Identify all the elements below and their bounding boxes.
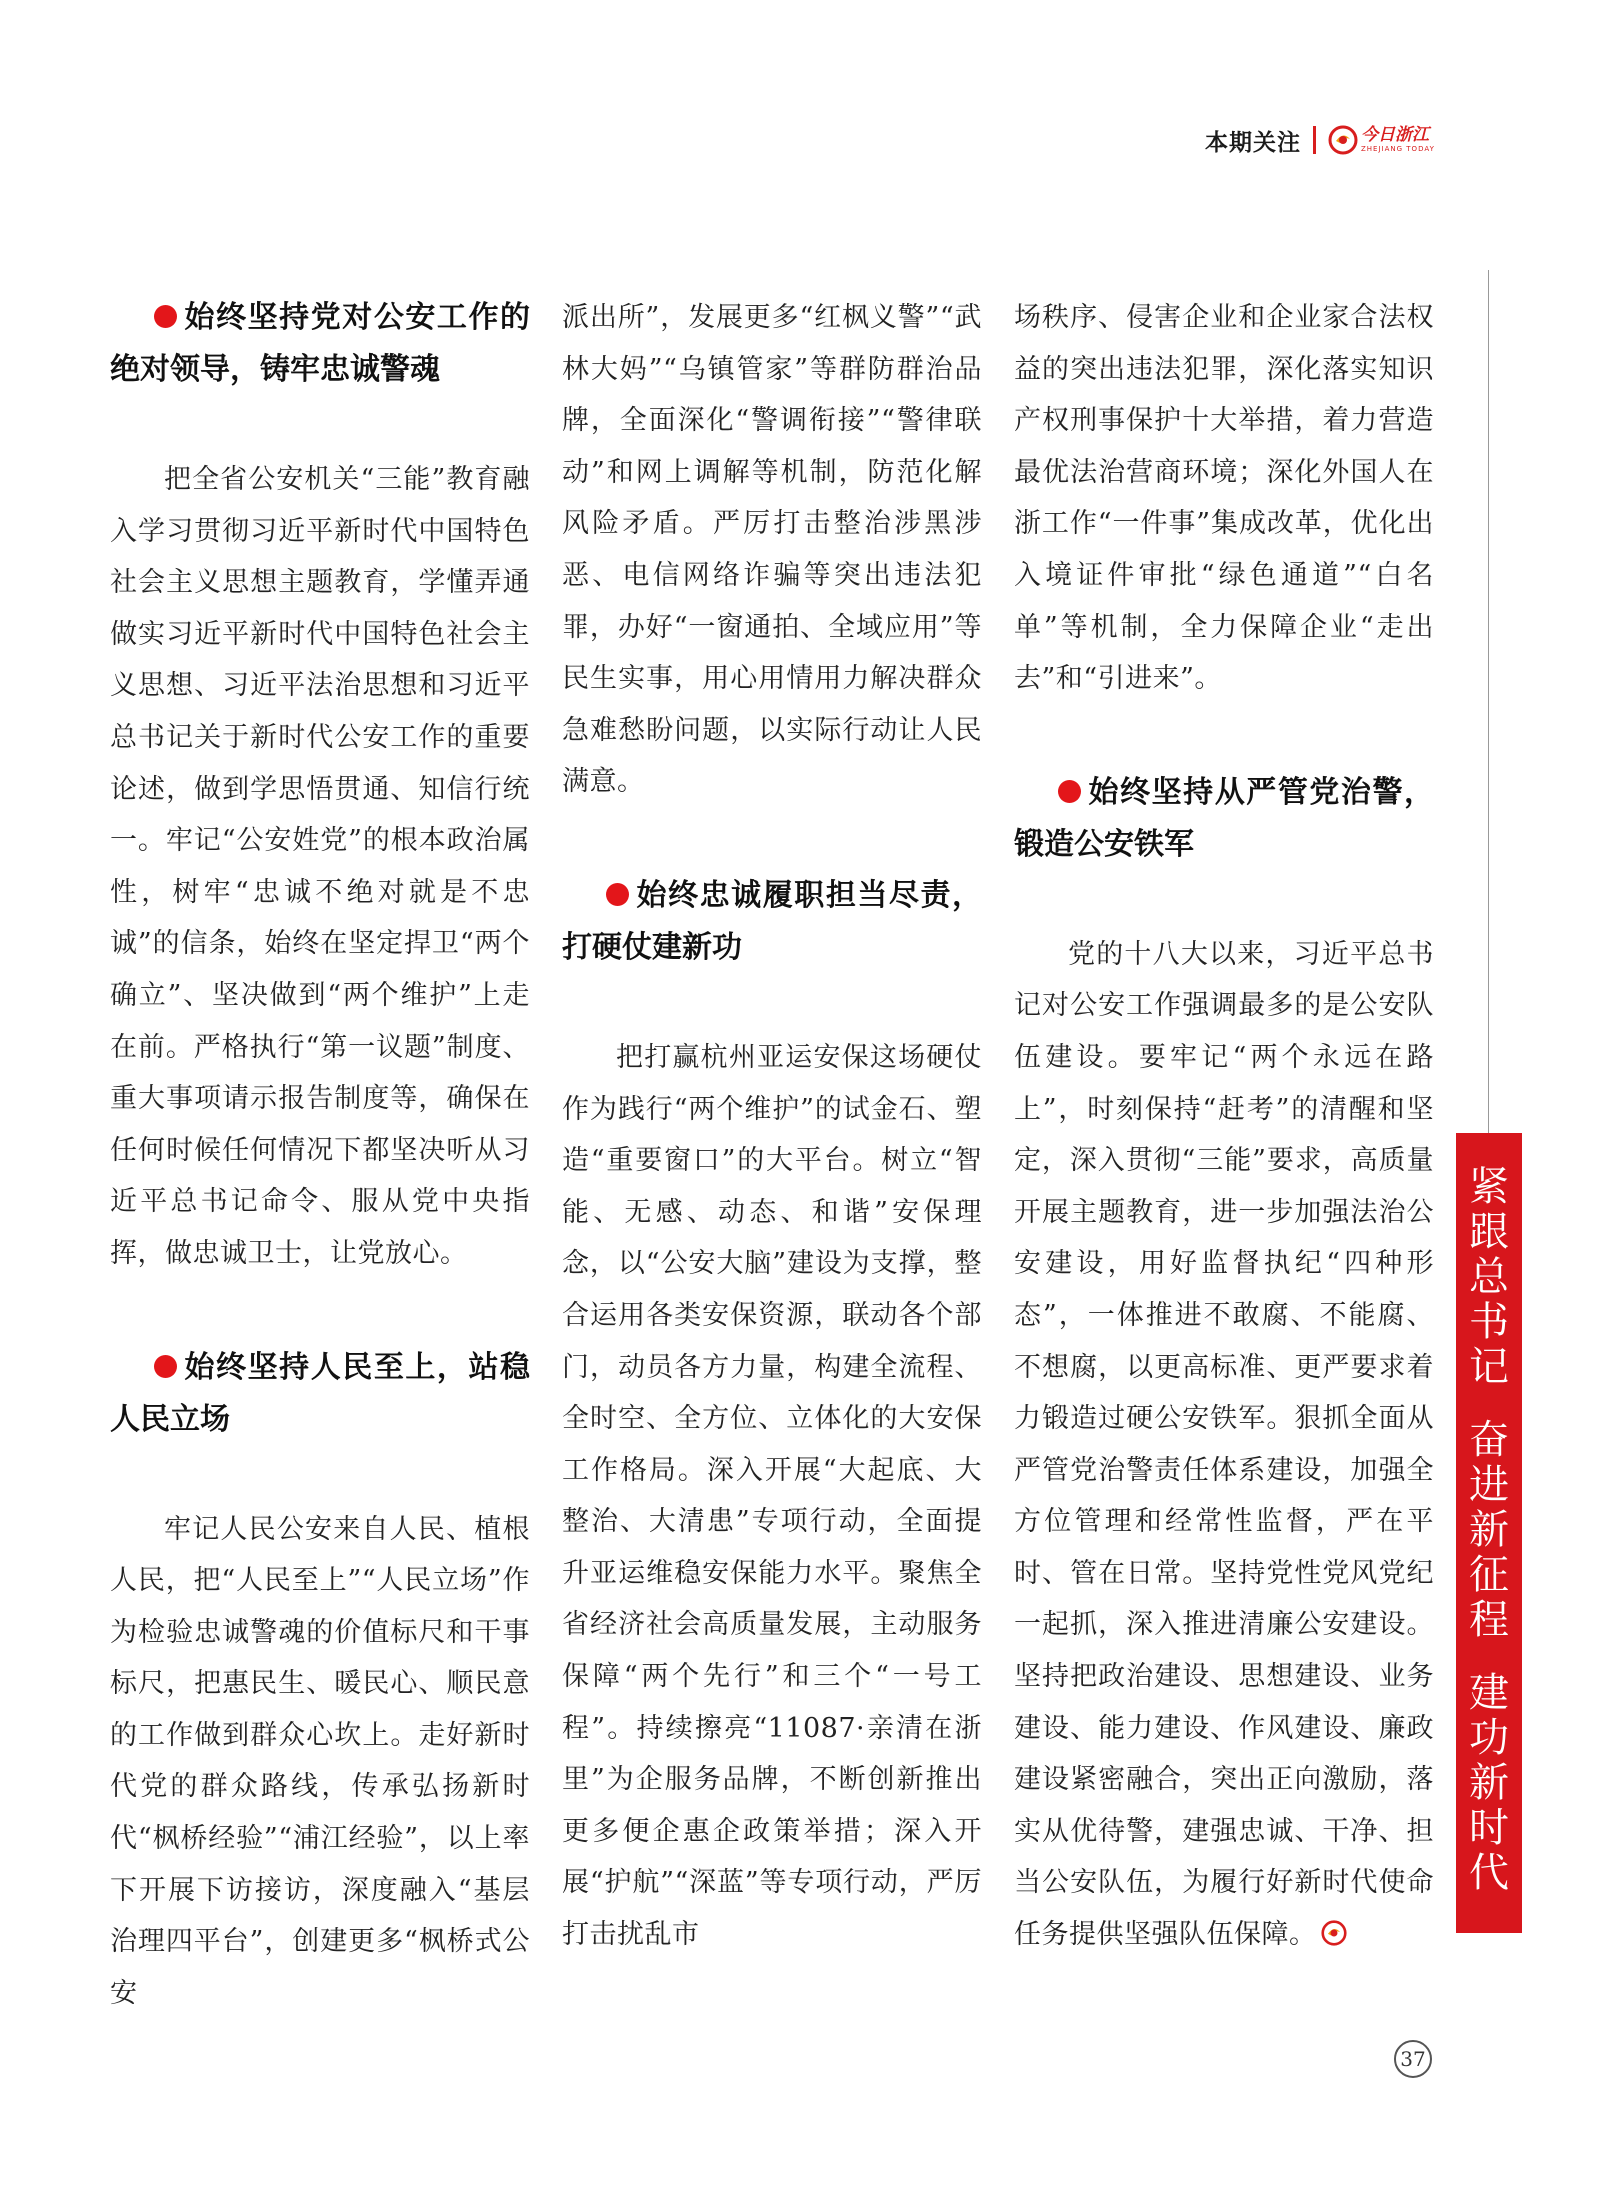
slogan-char: 奋 (1469, 1417, 1509, 1463)
end-logo-icon (1321, 1920, 1347, 1946)
slogan-char: 建 (1469, 1670, 1509, 1716)
slogan-char: 时 (1469, 1805, 1509, 1851)
column-2 (562, 292, 982, 1961)
slogan-line-2 (1456, 1418, 1522, 1643)
slogan-char: 书 (1469, 1299, 1509, 1345)
column-3 (1014, 292, 1434, 1961)
logo-swirl-icon (1328, 125, 1358, 155)
column-divider (1488, 270, 1489, 1135)
slogan-char: 代 (1469, 1850, 1509, 1896)
red-bullet-icon (154, 305, 177, 328)
slogan-line-3 (1456, 1671, 1522, 1896)
section-body-4: 党的十八大以来，习近平总书记对公安工作强调最多的是公安队伍建设。要牢记“两个永远在路上”，时刻保持“赶考”的清醒和坚定，深入贯彻“三能”要求，高质量开展主题教育，进一步加强法治公安建设，用好监督执纪“四种形态”，一体推进不敢腐、不能腐、不想腐，以更高标准、更严要求着力锻造过硬公安铁军。狠抓全面从严管党治警责任体系建设，加强全方位管理和经常性监督，严在平时、管在日常。坚持党性党风党纪一起抓，深入推进清廉公安建设。坚持把政治建设、思想建设、业务建设、能力建设、作风建设、廉政建设紧密融合，突出正向激励，落实从优待警，建强忠诚、干净、担当公安队伍，为履行好新时代使命任务提供坚强队伍保障。 (1014, 938, 1434, 1951)
section-body-2b: 派出所”，发展更多“红枫义警”“武林大妈”“乌镇管家”等群防群治品牌，全面深化“警调衔接”“警律联动”和网上调解等机制，防范化解风险矛盾。严厉打击整治涉黑涉恶、电信网络诈骗等突出违法犯罪，办好“一窗通拍、全域应用”等民生实事，用心用情用力解决群众急难愁盼问题，以实际行动让人民满意。 (562, 302, 982, 798)
slogan-char: 进 (1469, 1462, 1509, 1508)
page-header (1205, 120, 1435, 160)
magazine-logo (1328, 125, 1435, 155)
red-bullet-icon (1058, 780, 1081, 803)
slogan-char: 功 (1469, 1715, 1509, 1761)
slogan-char: 新 (1469, 1507, 1509, 1553)
red-bullet-icon (154, 1355, 177, 1378)
red-bullet-icon (606, 883, 629, 906)
page-number: 37 (1394, 2040, 1432, 2078)
section-body-1: 把全省公安机关“三能”教育融入学习贯彻习近平新时代中国特色社会主义思想主题教育，学懂弄通做实习近平新时代中国特色社会主义思想、习近平法治思想和习近平总书记关于新时代公安工作的重要论述，做到学思悟贯通、知信行统一。牢记“公安姓党”的根本政治属性，树牢“忠诚不绝对就是不忠诚”的信条，始终在坚定捍卫“两个确立”、坚决做到“两个维护”上走在前。严格执行“第一议题”制度、重大事项请示报告制度等，确保在任何时候任何情况下都坚决听从习近平总书记命令、服从党中央指挥，做忠诚卫士，让党放心。 (110, 464, 530, 1269)
section-heading-4: 始终坚持从严管党治警，锻造公安铁军 (1014, 774, 1434, 862)
column-1 (110, 292, 530, 2019)
slogan-char: 记 (1469, 1344, 1509, 1390)
slogan-char: 程 (1469, 1597, 1509, 1643)
slogan-char: 新 (1469, 1760, 1509, 1806)
section-heading-2: 始终坚持人民至上，站稳人民立场 (110, 1349, 530, 1437)
slogan-char: 紧 (1469, 1164, 1509, 1210)
slogan-banner (1456, 1133, 1522, 1933)
section-label: 本期关注 (1205, 129, 1301, 156)
slogan-char: 征 (1469, 1552, 1509, 1598)
section-heading-3: 始终忠诚履职担当尽责，打硬仗建新功 (562, 877, 982, 965)
section-body-2a: 牢记人民公安来自人民、植根人民，把“人民至上”“人民立场”作为检验忠诚警魂的价值标尺和干事标尺，把惠民生、暖民心、顺民意的工作做到群众心坎上。走好新时代党的群众路线，传承弘扬新时代“枫桥经验”“浦江经验”，以上率下开展下访接访，深度融入“基层治理四平台”，创建更多“枫桥式公安 (110, 1513, 530, 2009)
slogan-line-1 (1456, 1165, 1522, 1390)
slogan-char: 跟 (1469, 1209, 1509, 1255)
logo-cn: 今日浙江 (1361, 125, 1429, 145)
section-body-3b: 场秩序、侵害企业和企业家合法权益的突出违法犯罪，深化落实知识产权刑事保护十大举措，着力营造最优法治营商环境；深化外国人在浙工作“一件事”集成改革，优化出入境证件审批“绿色通道”“白名单”等机制，全力保障企业“走出去”和“引进来”。 (1014, 302, 1434, 695)
section-heading-1: 始终坚持党对公安工作的绝对领导，铸牢忠诚警魂 (110, 300, 530, 387)
slogan-char: 总 (1469, 1254, 1509, 1300)
logo-en: ZHEJIANG TODAY (1361, 145, 1435, 153)
header-divider (1313, 126, 1316, 154)
section-body-3a: 把打赢杭州亚运安保这场硬仗作为践行“两个维护”的试金石、塑造“重要窗口”的大平台。树立“智能、无感、动态、和谐”安保理念，以“公安大脑”建设为支撑，整合运用各类安保资源，联动各个部门，动员各方力量，构建全流程、全时空、全方位、立体化的大安保工作格局。深入开展“大起底、大整治、大清患”专项行动，全面提升亚运维稳安保能力水平。聚焦全省经济社会高质量发展，主动服务保障“两个先行”和三个“一号工程”。持续擦亮“11087·亲清在浙里”为企服务品牌，不断创新推出更多便企惠企政策举措；深入开展“护航”“深蓝”等专项行动，严厉打击扰乱市 (562, 1041, 982, 1951)
